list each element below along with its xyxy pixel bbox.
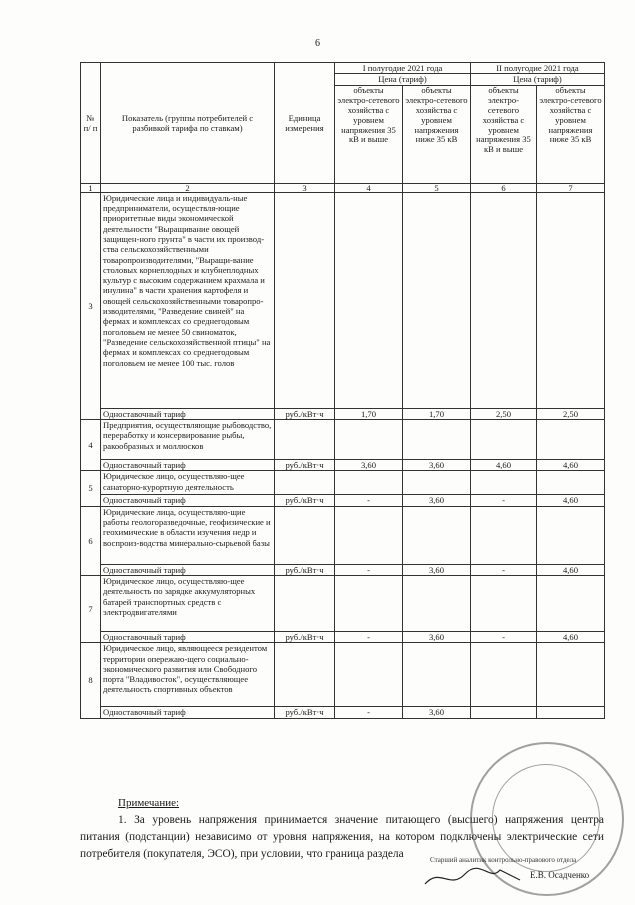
index-cell: 2	[101, 183, 275, 192]
tariff-value: 2,50	[537, 408, 605, 419]
tariff-value: 3,60	[403, 631, 471, 642]
tariff-value: 4,60	[537, 495, 605, 506]
tariff-value: -	[335, 564, 403, 575]
header-price-1: Цена (тариф)	[335, 74, 471, 85]
empty-cell	[275, 192, 335, 408]
index-row	[81, 183, 605, 192]
handwritten-signature	[420, 862, 530, 892]
tariff-type: Одноставочный тариф	[101, 408, 275, 419]
tariff-value: 1,70	[335, 408, 403, 419]
header-num: № п/ п	[81, 63, 101, 184]
empty-cell	[275, 471, 335, 495]
empty-cell	[335, 471, 403, 495]
tariff-type: Одноставочный тариф	[101, 707, 275, 718]
header-half2: II полугодие 2021 года	[471, 63, 605, 74]
row-indicator: Юридическое лицо, осуществляю-щее санаторно-курортную деятельность	[101, 471, 275, 495]
empty-cell	[537, 419, 605, 459]
signer-name: Е.В. Осадченко	[530, 870, 590, 880]
empty-cell	[275, 575, 335, 631]
tariff-unit: руб./кВт·ч	[275, 495, 335, 506]
header-indicator: Показатель (группы потребителей с разбивкой тарифа по ставкам)	[101, 63, 275, 184]
empty-cell	[335, 419, 403, 459]
index-cell: 7	[537, 183, 605, 192]
empty-cell	[403, 575, 471, 631]
tariff-value: -	[471, 631, 537, 642]
tariff-value: 4,60	[537, 459, 605, 470]
empty-cell	[471, 192, 537, 408]
table-row	[81, 471, 605, 495]
table-row	[81, 419, 605, 459]
table-row	[81, 575, 605, 631]
empty-cell	[537, 506, 605, 564]
header-sub-low-1: объекты электро-сетевого хозяйства с уровнем напряжения ниже 35 кВ	[403, 85, 471, 183]
row-num: 8	[81, 643, 101, 718]
tariff-value: 4,60	[471, 459, 537, 470]
empty-cell	[471, 575, 537, 631]
empty-cell	[335, 192, 403, 408]
row-num: 6	[81, 506, 101, 575]
row-num: 5	[81, 471, 101, 506]
empty-cell	[403, 506, 471, 564]
empty-cell	[403, 192, 471, 408]
row-indicator: Юридическое лицо, являющееся резидентом территории опережаю-щего социально-экономического развития или Свободного порта "Владивосток", осуществляющее деятельность спортивных объектов	[101, 643, 275, 707]
index-cell: 3	[275, 183, 335, 192]
tariff-value: -	[471, 564, 537, 575]
tariff-value: -	[335, 707, 403, 718]
empty-cell	[335, 643, 403, 707]
signer-position: Старший аналитик контрольно-правового отдела	[430, 856, 577, 864]
tariff-value: 3,60	[335, 459, 403, 470]
empty-cell	[471, 506, 537, 564]
table-row	[81, 192, 605, 408]
row-num: 4	[81, 419, 101, 470]
header-sub-low-2: объекты электро-сетевого хозяйства с уровнем напряжения ниже 35 кВ	[537, 85, 605, 183]
header-sub-high-1: объекты электро-сетевого хозяйства с уровнем напряжения 35 кВ и выше	[335, 85, 403, 183]
tariff-row	[81, 495, 605, 506]
row-indicator: Предприятия, осуществляющие рыбоводство, переработку и консервирование рыбы, ракообразных и моллюсков	[101, 419, 275, 459]
empty-cell	[471, 419, 537, 459]
index-cell: 1	[81, 183, 101, 192]
table-row	[81, 506, 605, 564]
row-indicator: Юридические лица, осуществляю-щие работы геологоразведочные, геофизические и геохимические в области изучения недр и воспроиз-водства минерально-сырьевой базы	[101, 506, 275, 564]
tariff-value: 4,60	[537, 564, 605, 575]
index-cell: 4	[335, 183, 403, 192]
index-cell: 5	[403, 183, 471, 192]
empty-cell	[471, 471, 537, 495]
tariff-unit: руб./кВт·ч	[275, 459, 335, 470]
header-price-2: Цена (тариф)	[471, 74, 605, 85]
tariff-value: -	[471, 495, 537, 506]
tariff-unit: руб./кВт·ч	[275, 408, 335, 419]
empty-cell	[403, 471, 471, 495]
empty-cell	[335, 506, 403, 564]
page-number: 6	[315, 38, 320, 49]
header-sub-high-2: объекты электро-сетевого хозяйства с уровнем напряжения 35 кВ и выше	[471, 85, 537, 183]
header-unit: Единица измерения	[275, 63, 335, 184]
tariff-type: Одноставочный тариф	[101, 564, 275, 575]
header-half1: I полугодие 2021 года	[335, 63, 471, 74]
tariff-value: 3,60	[403, 459, 471, 470]
empty-cell	[275, 506, 335, 564]
tariff-row	[81, 408, 605, 419]
tariff-value: 3,60	[403, 564, 471, 575]
tariff-row	[81, 459, 605, 470]
empty-cell	[335, 575, 403, 631]
empty-cell	[537, 192, 605, 408]
tariff-unit: руб./кВт·ч	[275, 631, 335, 642]
tariff-row	[81, 564, 605, 575]
tariff-type: Одноставочный тариф	[101, 459, 275, 470]
tariff-value: 3,60	[403, 495, 471, 506]
tariff-value: -	[335, 631, 403, 642]
note-title: Примечание:	[118, 797, 180, 809]
tariff-value: 2,50	[471, 408, 537, 419]
tariff-type: Одноставочный тариф	[101, 631, 275, 642]
tariff-value	[537, 707, 605, 718]
table-row	[81, 643, 605, 707]
empty-cell	[537, 575, 605, 631]
empty-cell	[275, 419, 335, 459]
empty-cell	[275, 643, 335, 707]
tariff-type: Одноставочный тариф	[101, 495, 275, 506]
tariff-unit: руб./кВт·ч	[275, 564, 335, 575]
row-indicator: Юридические лица и индивидуаль-ные предприниматели, осуществля-ющие приоритетные виды экономической деятельности "Выращивание овощей защищен-ного грунта" в части их производ-ства сельскохозяйственными товаропроизводителями, "Выращи-вание столовых корнеплодных и клубнеплодных культур с высоким содержанием крахмала и инулина" в части хранения картофеля и овощей сельскохозяйственными товаропро-изводителями, "Разведение свиней" на фермах и комплексах со среднегодовым поголовьем не менее 50 свиноматок, "Разведение сельскохозяйственной птицы" на фермах и комплексах со среднегодовым поголовьем не менее 100 тыс. голов	[101, 192, 275, 408]
tariff-row	[81, 631, 605, 642]
tariff-row	[81, 707, 605, 718]
tariff-value: 1,70	[403, 408, 471, 419]
tariff-value: 4,60	[537, 631, 605, 642]
tariff-value: -	[335, 495, 403, 506]
tariff-unit: руб./кВт·ч	[275, 707, 335, 718]
tariff-table	[80, 62, 605, 719]
row-num: 3	[81, 192, 101, 419]
empty-cell	[537, 643, 605, 707]
tariff-value: 3,60	[403, 707, 471, 718]
row-num: 7	[81, 575, 101, 642]
empty-cell	[403, 419, 471, 459]
note-text: 1. За уровень напряжения принимается значение питающего (высшего) напряжения центра питания (подстанции) независимо от уровня напряжения, на котором подключены электрические сети потребителя (покупателя, ЭСО), при условии, что граница раздела	[80, 814, 604, 861]
tariff-value	[471, 707, 537, 718]
row-indicator: Юридическое лицо, осуществляю-щее деятельность по зарядке аккумуляторных батарей транспортных средств с электродвигателями	[101, 575, 275, 631]
empty-cell	[537, 471, 605, 495]
empty-cell	[471, 643, 537, 707]
index-cell: 6	[471, 183, 537, 192]
empty-cell	[403, 643, 471, 707]
